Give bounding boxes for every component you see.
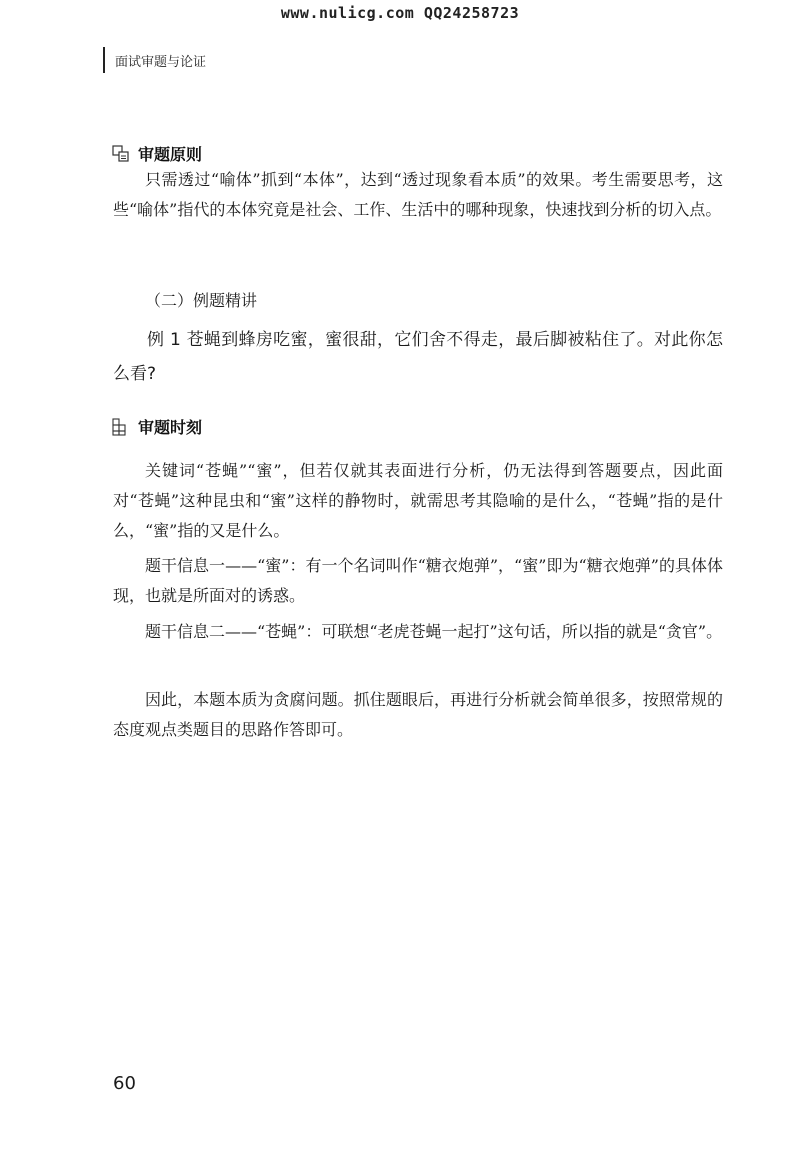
section-marker-icon <box>112 145 130 163</box>
moment-paragraph-4: 因此，本题本质为贪腐问题。抓住题眼后，再进行分析就会简单很多，按照常规的态度观点类题目的思路作答即可。 <box>113 690 723 739</box>
running-header <box>103 47 206 73</box>
example-1-question: 例 1 苍蝇到蜂房吃蜜，蜜很甜，它们舍不得走，最后脚被粘住了。对此你怎么看? <box>113 330 723 384</box>
section-marker-icon <box>112 418 130 436</box>
running-title: 面试审题与论证 <box>115 54 207 70</box>
page-number: 60 <box>113 1073 136 1094</box>
moment-paragraph-1: 关键词“苍蝇”“蜜”，但若仅就其表面进行分析，仍无法得到答题要点，因此面对“苍蝇”这种昆虫和“蜜”这样的静物时，就需思考其隐喻的是什么，“苍蝇”指的是什么，“蜜”指的又是什么。 <box>113 461 723 540</box>
section-heading-principle <box>112 142 202 165</box>
header-rule <box>103 47 105 73</box>
section-heading-moment <box>112 415 202 438</box>
moment-paragraph-2: 题干信息一——“蜜”：有一个名词叫作“糖衣炮弹”，“蜜”即为“糖衣炮弹”的具体体现，也就是所面对的诱惑。 <box>113 556 723 605</box>
section-heading-text: 审题原则 <box>138 145 203 164</box>
example-section-title: （二）例题精讲 <box>145 291 258 310</box>
moment-paragraph-3: 题干信息二——“苍蝇”：可联想“老虎苍蝇一起打”这句话，所以指的就是“贪官”。 <box>145 622 723 641</box>
section-heading-text: 审题时刻 <box>138 418 203 437</box>
principle-paragraph: 只需透过“喻体”抓到“本体”，达到“透过现象看本质”的效果。考生需要思考，这些“喻体”指代的本体究竟是社会、工作、生活中的哪种现象，快速找到分析的切入点。 <box>113 170 723 219</box>
watermark: www.nulicg.com QQ24258723 <box>280 4 520 22</box>
